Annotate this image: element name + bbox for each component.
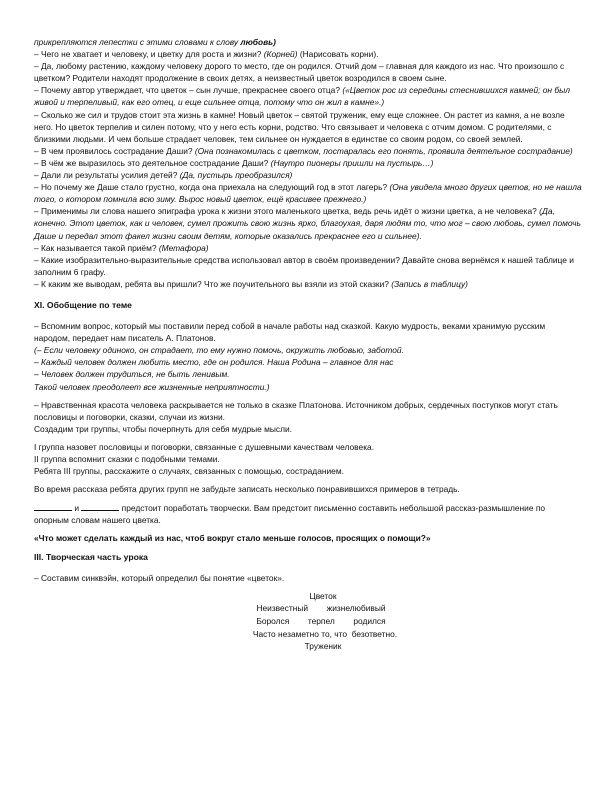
paragraph: – Нравственная красота человека раскрывается не только в сказке Платонова. Источником добрых, сердечных поступков могут стать пословицы и поговорки, сказки, случаи из жизни.: [34, 399, 558, 422]
text-span-italic: (Да, пустырь преобразился): [179, 170, 293, 181]
text-span: предстоит поработать творчески. Вам предстоит письменно составить небольшой рассказ-размышление по опорным словам нашего цветка.: [34, 503, 546, 526]
paragraph: [34, 145, 582, 157]
quote-line: (– Если человеку одиноко, он страдает, то ему нужно помочь, окружить любовью, заботой.: [34, 345, 404, 356]
syncwine: [34, 590, 582, 653]
text-span-italic: (Она увидела много других цветов, но не нашла того, о котором помнила всю зиму. Вырос новый цветок, ещё красивее прежнего.): [34, 182, 582, 205]
paragraph: [34, 501, 582, 526]
paragraph: – Какие изобразительно-выразительные средства использовал автор в своём произведении? Давайте снова вернёмся к нашей таблице и заполним 6 графу.: [34, 254, 574, 277]
section-heading: XI. Обобщение по теме: [34, 299, 132, 310]
paragraph: [34, 36, 582, 48]
bold-quote: «Что может сделать каждый из нас, чтоб вокруг стало меньше голосов, просящих о помощи?»: [34, 533, 431, 544]
paragraph: – Да, любому растению, каждому человеку дорого то место, где он родился. Отчий дом – главная для каждого из нас. Что произошло с цветком? Родители находят продолжение в своих детях, а неизвестный цветок возродился в своем сыне.: [34, 61, 565, 84]
text-span-italic: (Да, конечно. Этот цветок, как и человек, сумел прожить свою жизнь ярко, благоухая, даря людям то, что мог – свою любовь, сумел помочь Даше и передал этот факел жизни своим детям, которые оказались прекраснее его и сильнее).: [34, 206, 581, 241]
quote-line: Такой человек преодолеет все жизненные неприятности.): [34, 381, 270, 392]
paragraph: [34, 181, 582, 205]
text-span: (Нарисовать корни).: [297, 49, 379, 60]
text-span: – Чего не хватает и человеку, и цветку для роста и жизни?: [34, 49, 264, 60]
text-span: прикрепляются лепестки с этими словами к слову: [34, 37, 241, 47]
paragraph: – Вспомним вопрос, который мы поставили перед собой в начале работы над сказкой. Какую мудрость, веками хранимую русским народом, передает нам писатель А. Платонов.: [34, 321, 546, 344]
text-span: – Как называется такой приём?: [34, 242, 159, 253]
group-item: Ребята III группы, расскажите о случаях, связанных с помощью, состраданием.: [34, 466, 344, 477]
text-span-italic: (Наутро пионеры пришли на пустырь…): [270, 157, 434, 168]
text-span-italic: (Она познакомилась с цветком, постаралась его понять, проявила деятельное сострадание): [194, 145, 573, 156]
syncwine-line: Боролся терпел родился: [256, 615, 386, 626]
text-span: – К каким же выводам, ребята вы пришли? Что же поучительного вы взяли из этой сказки?: [34, 278, 392, 289]
text-span-italic: (Запись в таблицу): [391, 278, 468, 289]
text-span: – В чём же выразилось это деятельное сострадание Даши?: [34, 157, 271, 168]
group-item: II группа вспомнит сказки с подобными темами.: [34, 454, 220, 464]
paragraph: [34, 242, 582, 254]
paragraph: Во время рассказа ребята других групп не забудьте записать несколько понравившихся примеров в тетрадь.: [34, 484, 460, 495]
text-span: – Применимы ли слова нашего эпиграфа урока к жизни этого маленького цветка, ведь речь идёт о жизни цветка, а не человека?: [34, 206, 540, 217]
text-span: – Почему автор утверждает, что цветок – сын лучше, прекраснее своего отца?: [34, 85, 343, 96]
syncwine-line: Часто незаметно то, что безответно.: [252, 628, 398, 639]
paragraph: – Сколько же сил и трудов стоит эта жизнь в камне! Новый цветок – святой труженик, ему еще сложнее. Он растет из камня, а не возле него. Но цветок терпелив и силен потому, что у него есть корни, родство. Что связывает и человека с отчим домом. С родителями, с близкими людьми. И чем больше страдает человек, тем сильнее он нуждается в единстве со своим родом, со своей землей.: [34, 109, 565, 144]
text-span: и: [74, 503, 80, 514]
paragraph: [34, 205, 582, 241]
text-span: – Но почему же Даше стало грустно, когда она приехала на следующий год в этот лагерь?: [34, 182, 390, 193]
syncwine-line: Труженик: [304, 641, 342, 652]
fill-blank: [34, 501, 72, 511]
section-heading: III. Творческая часть урока: [34, 551, 148, 562]
quote-line: – Каждый человек должен любить место, где он родился. Наша Родина – главное для нас: [34, 357, 394, 368]
quote-line: – Человек должен трудиться, не быть ленивым.: [34, 369, 230, 380]
paragraph: [34, 278, 582, 290]
fill-blank: [81, 501, 119, 511]
text-span-bold: любовь): [240, 37, 276, 47]
paragraph: [34, 169, 582, 181]
text-span: – В чем проявилось сострадание Даши?: [34, 145, 195, 156]
paragraph: – Составим синквэйн, который определил бы понятие «цветок».: [34, 572, 285, 583]
text-span-italic: (Метафора): [158, 242, 209, 253]
paragraph: [34, 48, 582, 60]
syncwine-line: Неизвестный жизнелюбивый: [256, 603, 386, 614]
paragraph: [34, 84, 582, 108]
group-item: I группа назовет пословицы и поговорки, связанные с душевными качествам человека.: [34, 441, 375, 452]
text-span-italic: («Цветок рос из середины стеснившихся камней; он был живой и терпеливый, как его отец, и еще сильнее отца, потому что он жил в камне».): [34, 85, 570, 108]
document-page: [34, 36, 582, 653]
text-span-italic: (Корней): [263, 49, 298, 60]
syncwine-line: Цветок: [309, 590, 337, 601]
text-span: – Дали ли результаты усилия детей?: [34, 170, 180, 181]
paragraph: Создадим три группы, чтобы почерпнуть для себя мудрые мысли.: [34, 423, 293, 434]
paragraph: [34, 157, 582, 169]
